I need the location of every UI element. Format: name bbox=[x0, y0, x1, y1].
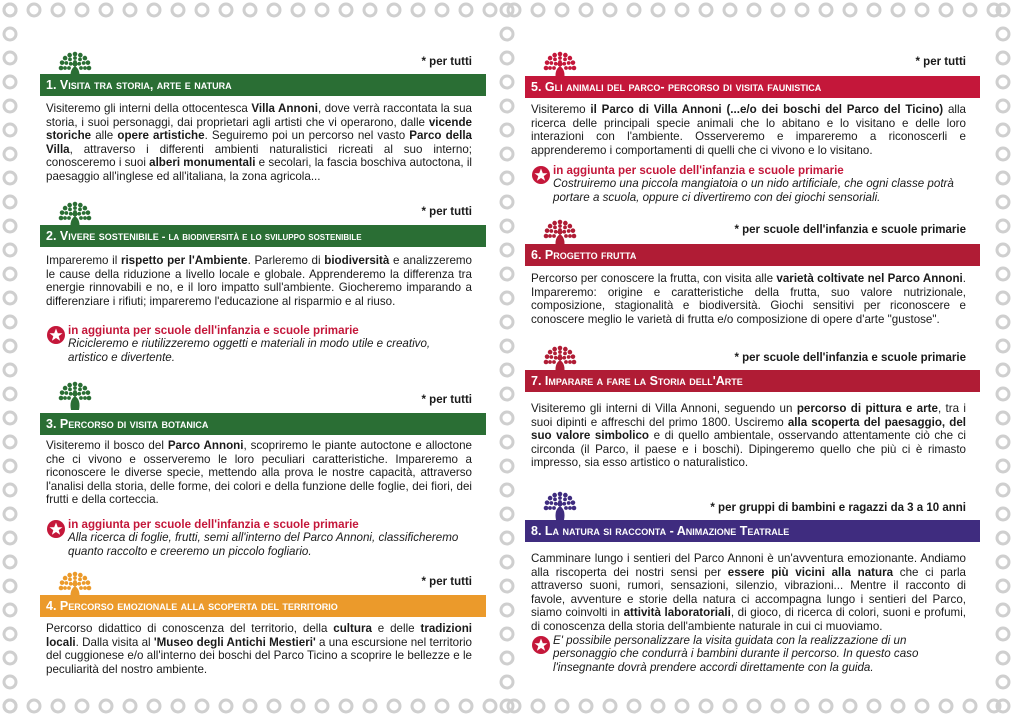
section-title: 8. La natura si racconta - Animazione Teatrale bbox=[531, 524, 790, 538]
bold-text-run: cultura bbox=[333, 622, 372, 635]
dot bbox=[364, 700, 376, 712]
dot bbox=[196, 4, 208, 16]
extra-text: E' possibile personalizzare la visita guidata con la realizzazione di un personaggio che condurrà i bambini durante il percorso. In questo caso l'insegnante dovrà prendere accordi direttamente con la guida. bbox=[553, 634, 919, 674]
dot bbox=[4, 676, 16, 688]
dot bbox=[4, 628, 16, 640]
dot bbox=[501, 484, 513, 496]
bold-text-run: Parco della Villa bbox=[46, 129, 472, 156]
section-body bbox=[531, 103, 966, 157]
extra-heading: in aggiunta per scuole dell'infanzia e scuole primarie bbox=[68, 518, 359, 531]
bold-text-run: biodiversità bbox=[324, 254, 390, 267]
audience-tag: * per scuole dell'infanzia e scuole primarie bbox=[734, 224, 966, 236]
dot bbox=[4, 508, 16, 520]
dot bbox=[997, 124, 1009, 136]
text-run: . Dalla visita al bbox=[75, 635, 154, 649]
section-4 bbox=[40, 556, 486, 686]
bold-text-run: varietà coltivate nel Parco Annoni bbox=[776, 272, 963, 285]
text-run: Visiteremo il bosco del bbox=[46, 439, 168, 452]
dot bbox=[172, 700, 184, 712]
dot bbox=[772, 4, 784, 16]
dot bbox=[4, 124, 16, 136]
section-title-extra: - la biodiversità e lo sviluppo sostenibile bbox=[158, 231, 362, 243]
dot bbox=[501, 388, 513, 400]
dot bbox=[4, 436, 16, 448]
star-badge-icon bbox=[531, 165, 551, 185]
section-title: 4. Percorso emozionale alla scoperta del territorio bbox=[46, 599, 338, 613]
dot bbox=[748, 4, 760, 16]
section-title-bar bbox=[525, 520, 980, 542]
dot bbox=[501, 76, 513, 88]
section-title-bar bbox=[525, 76, 980, 98]
dot bbox=[628, 4, 640, 16]
extra-block bbox=[46, 518, 472, 558]
dot bbox=[997, 484, 1009, 496]
dot bbox=[4, 388, 16, 400]
section-title: 5. Gli animali del parco- percorso di visita faunistica bbox=[531, 80, 822, 94]
text-run: , scopriremo le piante autoctone e alloctone che ci vivono e osserveremo le loro peculiari caratteristiche. Impareremo a riconoscere le diverse specie, mettendo alla prova le nostre capacità, attraverso l'analisi della storia, delle forme, dei colori e della funzione delle foglie, dei fiori, dei frutti e della corteccia. bbox=[46, 439, 472, 507]
section-title: 7. Imparare a fare la Storia dell'Arte bbox=[531, 374, 743, 388]
bold-text-run: opere artistiche bbox=[117, 129, 205, 143]
dot bbox=[244, 700, 256, 712]
bold-text-run: il Parco di Villa Annoni (...e/o dei boschi del Parco del Ticino) bbox=[590, 103, 944, 116]
dot bbox=[412, 4, 424, 16]
dot bbox=[997, 460, 1009, 472]
extra-block bbox=[46, 324, 472, 364]
dot bbox=[501, 148, 513, 160]
dot bbox=[652, 4, 664, 16]
dot bbox=[501, 460, 513, 472]
dot bbox=[501, 508, 513, 520]
dot bbox=[997, 604, 1009, 616]
dot bbox=[724, 700, 736, 712]
audience-tag: * per tutti bbox=[421, 576, 472, 588]
dot bbox=[748, 700, 760, 712]
extra-text: Ricicleremo e riutilizzeremo oggetti e materiali in modo utile e creativo, artistico e divertente. bbox=[68, 337, 431, 364]
bold-text-run: tradizioni locali bbox=[46, 622, 473, 649]
dot bbox=[556, 4, 568, 16]
dot bbox=[340, 4, 352, 16]
dot bbox=[484, 4, 496, 16]
dot bbox=[820, 700, 832, 712]
dot bbox=[844, 700, 856, 712]
audience-tag: * per tutti bbox=[421, 206, 472, 218]
dot bbox=[484, 700, 496, 712]
bold-text-run: attività laboratoriali bbox=[623, 606, 731, 620]
dot bbox=[868, 700, 880, 712]
dot bbox=[292, 700, 304, 712]
dot bbox=[997, 412, 1009, 424]
dot bbox=[124, 700, 136, 712]
text-run: . Seguiremo poi un percorso nel vasto bbox=[204, 129, 410, 143]
dot bbox=[997, 148, 1009, 160]
dot bbox=[501, 172, 513, 184]
extra-text: Alla ricerca di foglie, frutti, semi all'interno del Parco Annoni, classificheremo quanto raccolto e creeremo un piccolo fogliario. bbox=[68, 531, 459, 558]
dot bbox=[28, 700, 40, 712]
section-7 bbox=[525, 330, 980, 478]
dot bbox=[100, 700, 112, 712]
dot bbox=[604, 700, 616, 712]
dot bbox=[532, 700, 544, 712]
dot bbox=[4, 28, 16, 40]
text-run: Percorso didattico di conoscenza del territorio, della bbox=[46, 622, 334, 635]
text-run: e analizzeremo le cause della riduzione a livello locale e globale. Apprenderemo la differenza tra energie rinnovabili e no, e il loro impatto sull'ambiente. Giocheremo imparando a differenziare i rifiuti; impareremo l'educazione al risparmio e al riuso. bbox=[46, 254, 472, 308]
section-1 bbox=[40, 36, 486, 186]
right-dot-border bbox=[993, 0, 1013, 716]
dot bbox=[997, 76, 1009, 88]
dot bbox=[4, 4, 16, 16]
dot bbox=[964, 4, 976, 16]
dot bbox=[316, 4, 328, 16]
dot bbox=[997, 340, 1009, 352]
section-8 bbox=[525, 476, 980, 686]
dot bbox=[997, 532, 1009, 544]
text-run: alla ricerca delle principali specie animali che lo abitano e lo visitano e delle loro interazioni con l'ambiente. Osserveremo e impareremo a riconoscerli e apprenderemo i comportamenti di quelli che ci vivono e lo visitano. bbox=[531, 103, 966, 157]
dot bbox=[892, 4, 904, 16]
dot bbox=[436, 4, 448, 16]
dot bbox=[997, 580, 1009, 592]
dot bbox=[844, 4, 856, 16]
dot bbox=[4, 532, 16, 544]
text-run: a una escursione nel territorio del cuggionese e/o all'interno dei boschi del Parco Ticino a scoprire le bellezze e le peculiarità del nostro ambiente. bbox=[46, 635, 472, 676]
dot bbox=[997, 652, 1009, 664]
dot bbox=[796, 4, 808, 16]
dot bbox=[724, 4, 736, 16]
text-run: Impareremo il bbox=[46, 254, 121, 267]
extra-heading: in aggiunta per scuole dell'infanzia e scuole primarie bbox=[68, 324, 359, 337]
text-run: alle bbox=[91, 129, 118, 143]
dot bbox=[501, 628, 513, 640]
section-title-bar bbox=[525, 244, 980, 266]
dot bbox=[501, 676, 513, 688]
dot bbox=[997, 556, 1009, 568]
dot bbox=[916, 4, 928, 16]
section-5 bbox=[525, 36, 980, 206]
section-3 bbox=[40, 366, 486, 558]
dot bbox=[460, 4, 472, 16]
bold-text-run: vicende storiche bbox=[46, 115, 472, 143]
dot bbox=[501, 532, 513, 544]
section-2 bbox=[40, 186, 486, 366]
section-title-bar bbox=[40, 413, 486, 435]
dot bbox=[4, 148, 16, 160]
section-title: 6. Progetto frutta bbox=[531, 248, 637, 262]
dot bbox=[4, 196, 16, 208]
peacock-logo-icon bbox=[537, 204, 583, 248]
dot bbox=[501, 292, 513, 304]
dot bbox=[52, 700, 64, 712]
dot bbox=[501, 604, 513, 616]
dot bbox=[28, 4, 40, 16]
text-run: Visiteremo bbox=[531, 103, 591, 116]
dot bbox=[501, 652, 513, 664]
dot bbox=[4, 220, 16, 232]
dot bbox=[997, 244, 1009, 256]
text-run: , attraverso i differenti ambienti naturalistici ricreati al suo interno; conosceremo i suoi bbox=[46, 142, 472, 170]
dot bbox=[4, 76, 16, 88]
dot bbox=[501, 580, 513, 592]
dot bbox=[501, 436, 513, 448]
dot bbox=[4, 292, 16, 304]
section-body bbox=[46, 622, 472, 676]
dot bbox=[501, 100, 513, 112]
dot bbox=[652, 700, 664, 712]
dot bbox=[628, 700, 640, 712]
text-run: e delle bbox=[371, 622, 421, 635]
dot bbox=[700, 700, 712, 712]
dot bbox=[997, 292, 1009, 304]
bold-text-run: Villa Annoni bbox=[251, 102, 318, 115]
dot bbox=[501, 244, 513, 256]
dot bbox=[268, 700, 280, 712]
bold-text-run: Parco Annoni bbox=[167, 439, 244, 452]
text-run: . Parleremo di bbox=[247, 254, 325, 267]
dot bbox=[52, 4, 64, 16]
dot bbox=[501, 52, 513, 64]
dot bbox=[501, 220, 513, 232]
dot bbox=[676, 4, 688, 16]
section-title-bar bbox=[40, 595, 486, 617]
dot bbox=[316, 700, 328, 712]
dot bbox=[4, 364, 16, 376]
extra-block bbox=[531, 634, 966, 674]
dot bbox=[997, 172, 1009, 184]
text-run: Percorso per conoscere la frutta, con visita alle bbox=[531, 272, 777, 285]
dot bbox=[4, 412, 16, 424]
dot bbox=[964, 700, 976, 712]
dot bbox=[997, 268, 1009, 280]
dot bbox=[997, 364, 1009, 376]
section-title-bar bbox=[525, 370, 980, 392]
dot bbox=[220, 4, 232, 16]
section-body bbox=[531, 402, 966, 470]
dot bbox=[820, 4, 832, 16]
dot bbox=[580, 700, 592, 712]
star-badge-icon bbox=[46, 325, 66, 345]
dot bbox=[997, 52, 1009, 64]
bold-text-run: 'Museo degli Antichi Mestieri' bbox=[153, 635, 316, 649]
bold-text-run: percorso di pittura e arte bbox=[796, 402, 938, 415]
peacock-logo-icon bbox=[537, 476, 583, 520]
section-title-bar bbox=[40, 74, 486, 96]
dot bbox=[124, 4, 136, 16]
section-title: 3. Percorso di visita botanica bbox=[46, 417, 209, 431]
audience-tag: * per tutti bbox=[421, 394, 472, 406]
dot bbox=[501, 28, 513, 40]
dot bbox=[916, 700, 928, 712]
bold-text-run: alberi monumentali bbox=[149, 156, 256, 170]
peacock-logo-icon bbox=[52, 186, 98, 230]
star-badge-icon bbox=[531, 635, 551, 655]
center-dot-divider bbox=[497, 0, 517, 716]
dot bbox=[196, 700, 208, 712]
dot bbox=[460, 700, 472, 712]
peacock-logo-icon bbox=[537, 36, 583, 80]
dot bbox=[501, 124, 513, 136]
dot bbox=[388, 4, 400, 16]
dot bbox=[501, 196, 513, 208]
dot bbox=[4, 268, 16, 280]
section-body bbox=[531, 272, 966, 326]
dot bbox=[4, 340, 16, 352]
section-body bbox=[46, 102, 472, 184]
bold-text-run: rispetto per l'Ambiente bbox=[120, 254, 248, 267]
audience-tag: * per tutti bbox=[915, 56, 966, 68]
text-run: e di quello ambientale, osservando attentamente ciò che ci circonda (il Parco, il paese e i boschi). Dipingeremo quello che più ci è rimasto impresso, sia esso artistico o naturalistico. bbox=[531, 429, 966, 470]
dot bbox=[532, 4, 544, 16]
dot bbox=[268, 4, 280, 16]
text-run: che ci parla attraverso suoni, rumori, sensazioni, silenzio, vibrazioni... Mentre il racconto di favole, avventure e storie della natura ci accompagna lungo i sentieri del Parco, siamo coinvolti in bbox=[531, 565, 967, 620]
dot bbox=[501, 340, 513, 352]
dot bbox=[997, 196, 1009, 208]
section-6 bbox=[525, 204, 980, 332]
dot bbox=[604, 4, 616, 16]
text-run: , dove verrà raccontata la sua storia, i suoi personaggi, dai proprietari agli artisti che vi operarono, dalle bbox=[46, 102, 472, 129]
dot bbox=[501, 412, 513, 424]
dot bbox=[997, 28, 1009, 40]
dot bbox=[997, 700, 1009, 712]
dot bbox=[292, 4, 304, 16]
section-body bbox=[531, 552, 966, 634]
dot bbox=[997, 628, 1009, 640]
left-dot-border bbox=[0, 0, 20, 716]
dot bbox=[4, 100, 16, 112]
dot bbox=[997, 388, 1009, 400]
dot bbox=[501, 364, 513, 376]
dot bbox=[148, 4, 160, 16]
extra-heading: in aggiunta per scuole dell'infanzia e scuole primarie bbox=[553, 164, 844, 177]
dot bbox=[501, 316, 513, 328]
dot bbox=[997, 508, 1009, 520]
dot bbox=[100, 4, 112, 16]
dot bbox=[76, 4, 88, 16]
dot bbox=[220, 700, 232, 712]
dot bbox=[4, 580, 16, 592]
text-run: e secolari, la fascia boschiva autoctona, il paesaggio all'inglese ed all'italiana, la zona agricola... bbox=[46, 156, 473, 183]
dot bbox=[4, 460, 16, 472]
dot bbox=[4, 604, 16, 616]
dot bbox=[796, 700, 808, 712]
dot bbox=[4, 484, 16, 496]
dot bbox=[76, 700, 88, 712]
dot bbox=[4, 556, 16, 568]
dot bbox=[148, 700, 160, 712]
dot bbox=[244, 4, 256, 16]
section-title: 1. Visita tra storia, arte e natura bbox=[46, 78, 232, 92]
dot bbox=[4, 316, 16, 328]
audience-tag: * per tutti bbox=[421, 56, 472, 68]
text-run: Visiteremo gli interni di Villa Annoni, seguendo un bbox=[531, 402, 797, 415]
text-run: . Impareremo: origine e caratteristiche della frutta, suo valore nutrizionale, composizione, stagionalità e biodiversità. Giochi sensitivi per riconoscere e conoscere meglio le varietà di frutta e/o composizione di opere d'arte "gustose". bbox=[531, 272, 966, 326]
dot bbox=[997, 676, 1009, 688]
dot bbox=[340, 700, 352, 712]
dot bbox=[556, 700, 568, 712]
dot bbox=[997, 436, 1009, 448]
dot bbox=[412, 700, 424, 712]
dot bbox=[940, 700, 952, 712]
dot bbox=[4, 172, 16, 184]
dot bbox=[580, 4, 592, 16]
audience-tag: * per scuole dell'infanzia e scuole primarie bbox=[734, 352, 966, 364]
dot bbox=[868, 4, 880, 16]
dot bbox=[501, 268, 513, 280]
dot bbox=[4, 52, 16, 64]
dot bbox=[4, 700, 16, 712]
dot bbox=[436, 700, 448, 712]
peacock-logo-icon bbox=[52, 366, 98, 410]
extra-block bbox=[531, 164, 966, 204]
dot bbox=[501, 700, 513, 712]
dot bbox=[997, 100, 1009, 112]
dot bbox=[4, 652, 16, 664]
dot bbox=[997, 4, 1009, 16]
dot bbox=[997, 220, 1009, 232]
bold-text-run: essere più vicini alla natura bbox=[727, 565, 894, 579]
peacock-logo-icon bbox=[537, 330, 583, 374]
audience-tag: * per gruppi di bambini e ragazzi da 3 a 10 anni bbox=[710, 502, 966, 514]
dot bbox=[172, 4, 184, 16]
dot bbox=[772, 700, 784, 712]
text-run: Visiteremo gli interni della ottocentesca bbox=[46, 102, 252, 115]
bold-text-run: alla scoperta del paesaggio, del suo valore simbolico bbox=[531, 415, 966, 443]
dot bbox=[501, 4, 513, 16]
dot bbox=[892, 700, 904, 712]
text-run: , tra i suoi dipinti e affreschi del primo 1800. Usciremo bbox=[531, 402, 966, 429]
section-body bbox=[46, 254, 472, 308]
dot bbox=[388, 700, 400, 712]
text-run: Camminare lungo i sentieri del Parco Annoni è un'avventura emozionante. Andiamo alla riscoperta dei nostri sensi per bbox=[531, 552, 966, 579]
extra-text: Costruiremo una piccola mangiatoia o un nido artificiale, che ogni classe potrà portare a scuola, oppure ci divertiremo con dei giochi sensoriali. bbox=[553, 177, 954, 204]
section-title: 2. Vivere sostenibile bbox=[46, 229, 159, 243]
text-run: , di gioco, di ricerca di colori, suoni e profumi, di conoscenza della storia dell'ambiente naturale in cui ci muoviamo. bbox=[531, 606, 967, 633]
dot bbox=[997, 316, 1009, 328]
section-body bbox=[46, 439, 472, 507]
dot bbox=[4, 244, 16, 256]
dot bbox=[940, 4, 952, 16]
dot bbox=[700, 4, 712, 16]
section-title-bar bbox=[40, 225, 486, 247]
peacock-logo-icon bbox=[52, 556, 98, 600]
star-badge-icon bbox=[46, 519, 66, 539]
dot bbox=[501, 556, 513, 568]
dot bbox=[364, 4, 376, 16]
dot bbox=[676, 700, 688, 712]
